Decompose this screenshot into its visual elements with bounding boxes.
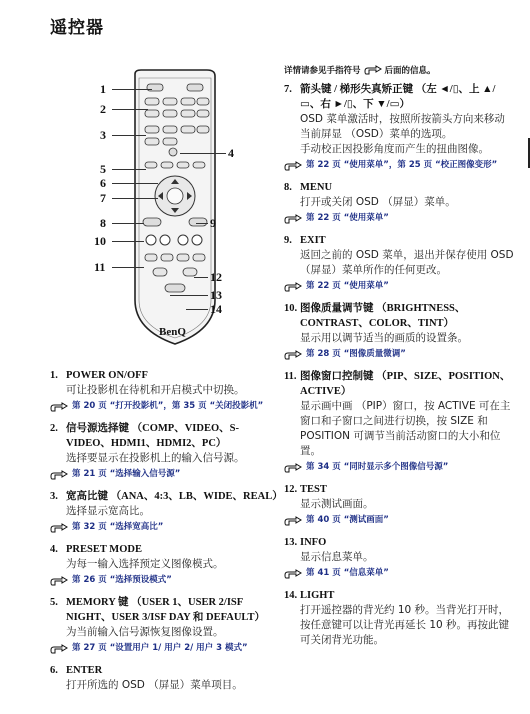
- item-number: 14.: [284, 590, 298, 601]
- item-body-group: [50, 625, 280, 640]
- page-reference[interactable]: [284, 567, 514, 580]
- page-reference[interactable]: [50, 642, 280, 655]
- list-item: [284, 180, 514, 225]
- list-item: [50, 421, 280, 481]
- reference-text: 第 34 页 “同时显示多个图像信号源”: [306, 462, 449, 472]
- leader-line: [194, 277, 208, 278]
- list-item: [284, 301, 514, 361]
- callout-8: 8: [100, 216, 106, 230]
- callout-12: 12: [210, 270, 222, 284]
- item-title: LIGHT: [300, 590, 335, 601]
- list-item: [50, 368, 280, 413]
- reference-text: 第 22 页 “使用菜单”，第 25 页 “校正图像变形”: [306, 160, 498, 170]
- callout-6: 6: [100, 176, 106, 190]
- page-reference[interactable]: [50, 400, 280, 413]
- list-item: [284, 369, 514, 474]
- leader-line: [112, 241, 144, 242]
- item-heading: [284, 233, 514, 248]
- list-item: [50, 663, 280, 693]
- leader-line: [112, 169, 146, 170]
- leader-line: [170, 295, 208, 296]
- item-heading: [50, 663, 280, 678]
- reference-text: 第 28 页 “图像质量微调”: [306, 349, 406, 359]
- item-number: 7.: [284, 84, 292, 95]
- item-number: 4.: [50, 544, 58, 555]
- item-body-group: [284, 550, 514, 565]
- item-description: 打开或关闭 OSD （屏显）菜单。: [300, 196, 456, 208]
- pointing-hand-icon: [50, 402, 68, 412]
- item-body-group: [284, 399, 514, 459]
- item-heading: [284, 180, 514, 195]
- item-heading: [50, 368, 280, 383]
- left-column: [50, 368, 283, 701]
- top-note-prefix: 详情请参见手指符号: [284, 66, 361, 76]
- reference-text: 第 40 页 “测试画面”: [306, 515, 389, 525]
- item-title: MENU: [300, 182, 333, 193]
- item-description: 为每一输入选择预定义图像模式。: [66, 558, 224, 570]
- item-number: 9.: [284, 235, 292, 246]
- list-item: [50, 542, 280, 587]
- item-number: 6.: [50, 665, 58, 676]
- pointing-hand-icon: [284, 214, 302, 224]
- callout-4: 4: [228, 146, 234, 160]
- leader-line: [112, 267, 144, 268]
- leader-line: [112, 89, 152, 90]
- list-item: [284, 535, 514, 580]
- item-heading: [50, 489, 283, 504]
- item-body-group: [50, 451, 280, 466]
- item-number: 13.: [284, 537, 298, 548]
- item-description: 显示测试画面。: [300, 498, 374, 510]
- right-item-list: [284, 82, 514, 648]
- item-body-group: [284, 195, 514, 210]
- callout-10: 10: [94, 234, 106, 248]
- item-body-group: [284, 603, 514, 648]
- item-number: 1.: [50, 370, 58, 381]
- page-reference[interactable]: [284, 212, 514, 225]
- callout-11: 11: [94, 260, 106, 274]
- item-description: 可让投影机在待机和开启模式中切换。: [66, 384, 245, 396]
- callout-2: 2: [100, 102, 106, 116]
- item-heading: [284, 369, 514, 399]
- item-title: 信号源选择键 （COMP、VIDEO、S-VIDEO、HDMI1、HDMI2、PC）: [66, 423, 239, 449]
- leader-line: [112, 109, 148, 110]
- item-title: POWER ON/OFF: [66, 370, 148, 381]
- item-body-group: [50, 383, 280, 398]
- page-reference[interactable]: [284, 514, 514, 527]
- callout-13: 13: [210, 288, 222, 302]
- item-title: ENTER: [66, 665, 103, 676]
- item-heading: [50, 421, 280, 451]
- item-body-group: [50, 504, 280, 519]
- pointing-hand-icon: [50, 523, 68, 533]
- pointing-hand-icon: [50, 470, 68, 480]
- reference-text: 第 32 页 “选择宽高比”: [72, 522, 164, 532]
- item-title: PRESET MODE: [66, 544, 142, 555]
- leader-line: [112, 183, 158, 184]
- reference-text: 第 20 页 “打开投影机”，第 35 页 “关闭投影机”: [72, 401, 264, 411]
- page-reference[interactable]: [284, 461, 514, 474]
- page-reference[interactable]: [50, 574, 280, 587]
- item-heading: [284, 588, 514, 603]
- pointing-hand-icon: [284, 161, 302, 171]
- pointing-hand-icon: [50, 644, 68, 654]
- item-description: 选择显示宽高比。: [66, 505, 150, 517]
- pointing-hand-icon: [284, 350, 302, 360]
- item-description: OSD 菜单激活时，按照所按箭头方向来移动当前屏显 （OSD）菜单的选项。: [300, 113, 505, 140]
- leader-line: [112, 223, 144, 224]
- item-body-group: [284, 497, 514, 512]
- item-title: 箭头键 / 梯形失真矫正键 （左 ◄/▯、上 ▲/▭、右 ►/▯、下 ▼/▭）: [300, 84, 496, 110]
- item-description: 打开所选的 OSD （屏显）菜单项目。: [66, 679, 243, 691]
- reference-text: 第 21 页 “选择输入信号源”: [72, 469, 181, 479]
- list-item: [284, 82, 514, 172]
- pointing-hand-icon: [284, 516, 302, 526]
- pointing-hand-icon: [284, 569, 302, 579]
- callout-5: 5: [100, 162, 106, 176]
- item-title: EXIT: [300, 235, 326, 246]
- item-title: 图像窗口控制键 （PIP、SIZE、POSITION、ACTIVE）: [300, 371, 511, 397]
- item-title: MEMORY 键 （USER 1、USER 2/ISF NIGHT、USER 3/ISF DAY 和 DEFAULT）: [66, 597, 265, 623]
- left-item-list: [50, 368, 283, 693]
- item-description: 返回之前的 OSD 菜单，退出并保存使用 OSD （屏显）菜单所作的任何更改。: [300, 249, 514, 276]
- list-item: [284, 588, 514, 648]
- page-title: 遥控器: [50, 18, 104, 38]
- reference-text: 第 22 页 “使用菜单”: [306, 281, 389, 291]
- item-heading: [284, 82, 514, 112]
- pointing-hand-icon: [284, 463, 302, 473]
- reference-text: 第 41 页 “信息菜单”: [306, 568, 389, 578]
- item-body-group: [50, 678, 280, 693]
- top-note-suffix: 后面的信息。: [384, 66, 436, 76]
- item-title: INFO: [300, 537, 327, 548]
- right-column: [284, 64, 514, 656]
- item-number: 8.: [284, 182, 292, 193]
- item-description: 显示信息菜单。: [300, 551, 374, 563]
- leader-line: [180, 153, 226, 154]
- page-reference[interactable]: [284, 280, 514, 293]
- item-body-group: [50, 557, 280, 572]
- page-reference[interactable]: [50, 468, 280, 481]
- item-heading: [284, 301, 514, 331]
- remote-control-figure: [95, 68, 255, 358]
- leader-line: [186, 309, 208, 310]
- callout-7: 7: [100, 191, 106, 205]
- pointing-hand-icon: [364, 65, 382, 75]
- item-number: 2.: [50, 423, 58, 434]
- leader-line: [196, 223, 208, 224]
- item-description: 为当前输入信号源恢复图像设置。: [66, 626, 224, 638]
- pointing-hand-icon: [284, 282, 302, 292]
- item-description: 打开遥控器的背光约 10 秒。当背光打开时，按任意键可以让背光再延长 10 秒。再按此键可关闭背光功能。: [300, 604, 510, 646]
- callout-3: 3: [100, 128, 106, 142]
- top-reference-note: [284, 64, 514, 76]
- item-description: 显示用以调节适当的画质的设置条。: [300, 332, 468, 344]
- remote-control-icon: [95, 68, 255, 358]
- item-description: 显示画中画 （PIP）窗口，按 ACTIVE 可在主窗口和子窗口之间进行切换，按 SIZE 和 POSITION 可调节当前活动窗口的大小和位置。: [300, 400, 511, 457]
- reference-text: 第 26 页 “选择预设模式”: [72, 575, 172, 585]
- item-body-group: [284, 112, 514, 157]
- item-number: 3.: [50, 491, 58, 502]
- item-title: TEST: [300, 484, 327, 495]
- leader-line: [112, 198, 158, 199]
- page-reference[interactable]: [50, 521, 280, 534]
- item-heading: [50, 542, 280, 557]
- item-description: 手动校正因投影角度而产生的扭曲图像。: [300, 143, 489, 155]
- item-heading: [284, 482, 514, 497]
- reference-text: 第 22 页 “使用菜单”: [306, 213, 389, 223]
- pointing-hand-icon: [50, 576, 68, 586]
- remote-brand-logo: BenQ: [159, 326, 186, 338]
- item-title: 图像质量调节键 （BRIGHTNESS、CONTRAST、COLOR、TINT）: [300, 303, 466, 329]
- callout-14: 14: [210, 302, 222, 316]
- item-number: 10.: [284, 303, 298, 314]
- list-item: [284, 233, 514, 293]
- callout-1: 1: [100, 82, 106, 96]
- list-item: [50, 595, 280, 655]
- reference-text: 第 27 页 “设置用户 1/ 用户 2/ 用户 3 模式”: [72, 643, 248, 653]
- item-heading: [50, 595, 280, 625]
- item-title: 宽高比键 （ANA、4:3、LB、WIDE、REAL）: [66, 491, 283, 502]
- item-body-group: [284, 331, 514, 346]
- leader-line: [112, 135, 146, 136]
- callout-9: 9: [210, 216, 216, 230]
- item-description: 选择要显示在投影机上的输入信号源。: [66, 452, 245, 464]
- page-reference[interactable]: [284, 348, 514, 361]
- item-number: 11.: [284, 371, 297, 382]
- item-heading: [284, 535, 514, 550]
- list-item: [50, 489, 283, 534]
- item-number: 5.: [50, 597, 58, 608]
- item-number: 12.: [284, 484, 298, 495]
- list-item: [284, 482, 514, 527]
- item-body-group: [284, 248, 514, 278]
- page-reference[interactable]: [284, 159, 514, 172]
